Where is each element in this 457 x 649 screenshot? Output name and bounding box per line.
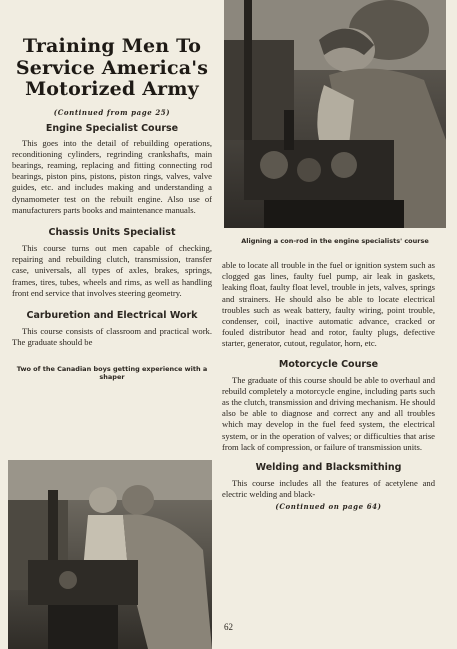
engine-course-heading: Engine Specialist Course — [45, 122, 179, 134]
chassis-course-body: This course turns out men capable of checking, repairing and rebuilding clutch, transmission, transfer case, universals, all types of axles, brakes, springs, frames, tires, tubes, wheels and rims, as well as handling front end service that involves steering geometry. — [12, 242, 212, 298]
motorcycle-course-body: The graduate of this course should be able to overhaul and rebuild completely a motorcycle engine, including parts such as the clutch, transmission and driving mechanism. He should also be able to diagnose and correct any and all troubles which may develop in the fuel feed system, the electrical system, or in the operation of valves; or difficulties that arise from lack of compression, or failure of transmission units. — [222, 374, 435, 452]
title-line-1: Training Men To — [22, 35, 202, 57]
right-column — [222, 260, 435, 511]
shaper-photo-image — [8, 460, 212, 649]
continued-from-note: (Continued from page 25) — [53, 107, 171, 117]
title-line-3: Motorized Army — [25, 78, 199, 100]
carburetion-course-heading: Carburetion and Electrical Work — [26, 309, 198, 321]
carburetion-course-body-left: This course consists of classroom and practical work. The graduate should be — [12, 325, 212, 348]
engine-course-body: This goes into the detail of rebuilding operations, reconditioning cylinders, regrinding crankshafts, main bearings, reaming, replacing and fitting connecting rod bearings, piston pins, pistons, piston rings, valves, valve guides, etc. and includes making and understanding a dynamometer test on the rebuilt engine. Also use of manufacturers parts books and maintenance manuals. — [12, 137, 212, 215]
welding-course-heading: Welding and Blacksmithing — [255, 462, 402, 474]
continued-on-note: (Continued on page 64) — [275, 502, 382, 512]
engine-specialist-photo-image — [224, 0, 446, 228]
shaper-photo — [8, 460, 212, 649]
article-title — [12, 36, 212, 101]
engine-specialist-photo — [224, 0, 446, 228]
page-number: 62 — [224, 622, 233, 632]
bottom-photo-caption: Two of the Canadian boys getting experience with a shaper — [16, 365, 208, 382]
title-line-2: Service America's — [15, 56, 209, 79]
welding-course-body: This course includes all the features of acetylene and electric welding and black- — [222, 478, 435, 500]
motorcycle-course-heading: Motorcycle Course — [278, 358, 379, 370]
left-column — [12, 36, 212, 381]
chassis-course-heading: Chassis Units Specialist — [48, 226, 176, 238]
top-photo-caption: Aligning a con-rod in the engine specialists' course — [241, 237, 429, 245]
carburetion-course-body-right: able to locate all trouble in the fuel or ignition system such as clogged gas lines, faulty fuel pump, air leak in gaskets, leaking float, faulty float level, trouble in jets, valves, springs and strainers. He should also be able to locate electrical troubles such as weak battery, faulty wiring, point trouble, condenser, coil, inactive automatic advance, cracked or fouled distributor head and rotor, faulty plugs, defective starter, generator, cutout, regulator, horn, etc. — [222, 260, 435, 349]
